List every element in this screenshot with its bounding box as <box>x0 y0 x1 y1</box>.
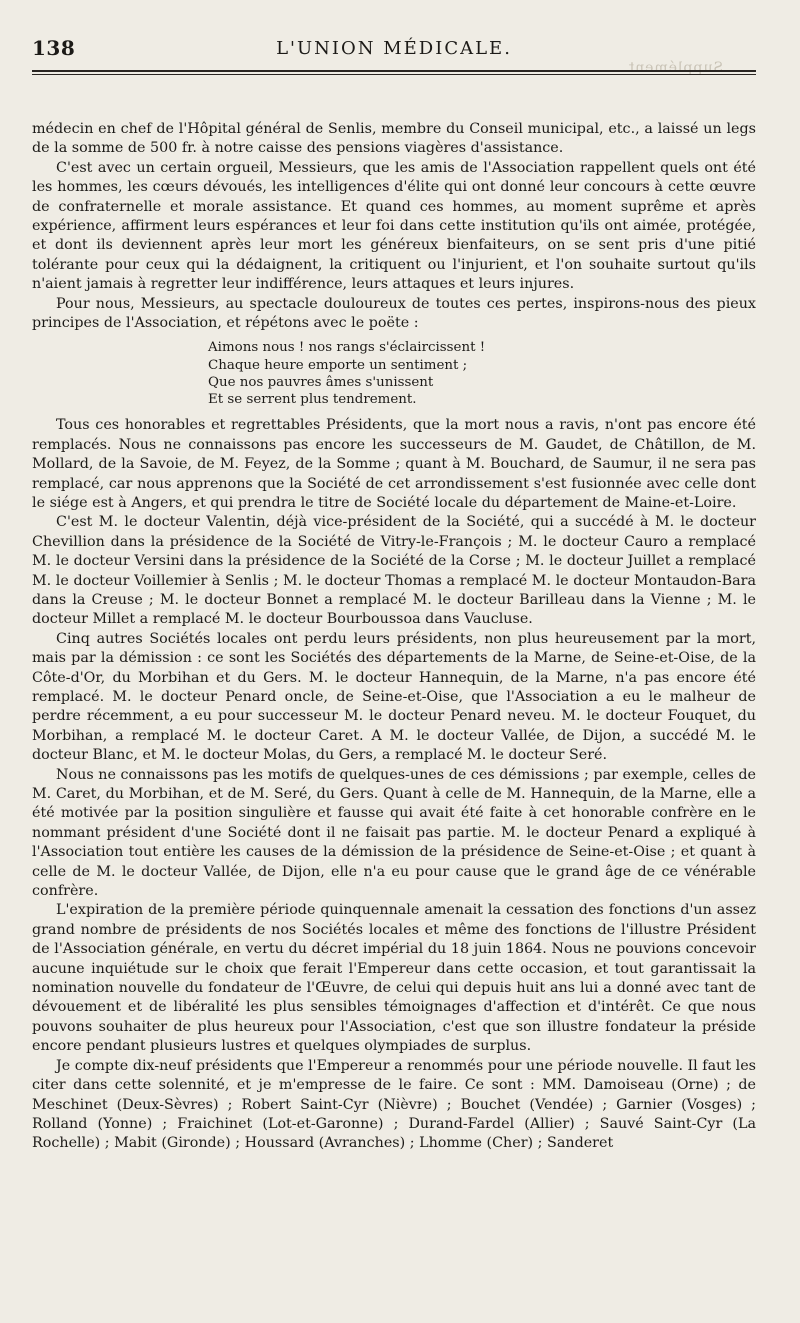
page-header <box>32 30 756 76</box>
verse-line: Aimons nous ! nos rangs s'éclaircissent ! <box>208 340 486 356</box>
paragraph: Je compte dix-neuf présidents que l'Empereur a renommés pour une période nouvelle. Il faut les citer dans cette solennité, et je m'empresse de le faire. Ce sont : MM. Damoiseau (Orne) ; de Meschinet (Deux-Sèvres) ; Robert Saint-Cyr (Nièvre) ; Bouchet (Vendée) ; Garnier (Vosges) ; Rolland (Yonne) ; Fraichinet (Lot-et-Garonne) ; Durand-Fardel (Allier) ; Sauvé Saint-Cyr (La Rochelle) ; Mabit (Gironde) ; Houssard (Avranches) ; Lhomme (Cher) ; Sanderet <box>32 1057 756 1152</box>
paragraph: Cinq autres Sociétés locales ont perdu leurs présidents, non plus heureusement par la mort, mais par la démission : ce sont les Sociétés des départements de la Marne, de Seine-et-Oise, de la Côte-d'Or, du Morbihan et du Gers. M. le docteur Hannequin, de la Marne, n'a pas encore été remplacé. M. le docteur Penard oncle, de Seine-et-Oise, que l'Association a eu le malheur de perdre récemment, a eu pour successeur M. le docteur Penard neveu. M. le docteur Fouquet, du Morbihan, a remplacé M. le docteur Caret. A M. le docteur Vallée, de Dijon, a succédé M. le docteur Blanc, et M. le docteur Molas, du Gers, a remplacé M. le docteur Seré. <box>32 630 756 764</box>
header-rule <box>32 70 756 72</box>
journal-title: L'UNION MÉDICALE. <box>276 38 512 59</box>
verse-quote <box>208 339 756 408</box>
paragraph: C'est avec un certain orgueil, Messieurs, que les amis de l'Association rappellent quels ont été les hommes, les cœurs dévoués, les intelligences d'élite qui ont donné leur concours à cette œuvre de confraternelle et morale assistance. Et quand ces hommes, au moment suprême et après expérience, affirment leurs espérances et leur foi dans cette institution qu'ils ont aimée, protégée, et dont ils deviennent après leur mort les généreux bienfaiteurs, on se sent pris d'une pitié tolérante pour ceux qui la dédaignent, la critiquent ou l'injurient, et l'on souhaite surtout qu'ils n'aient jamais à regretter leur indifférence, leurs attaques et leurs injures. <box>32 159 756 293</box>
paragraph: médecin en chef de l'Hôpital général de Senlis, membre du Conseil municipal, etc., a laissé un legs de la somme de 500 fr. à notre caisse des pensions viagères d'assistance. <box>32 121 756 157</box>
paragraph: Pour nous, Messieurs, au spectacle douloureux de toutes ces pertes, inspirons-nous des pieux principes de l'Association, et répétons avec le poëte : <box>32 295 756 332</box>
paragraph: C'est M. le docteur Valentin, déjà vice-président de la Société, qui a succédé à M. le docteur Chevillion dans la présidence de la Société de Vitry-le-François ; M. le docteur Cauro a remplacé M. le docteur Versini dans la présidence de la Société de la Corse ; M. le docteur Juillet a remplacé M. le docteur Voillemier à Senlis ; M. le docteur Thomas a remplacé M. le docteur Montaudon-Bara dans la Creuse ; M. le docteur Bonnet a remplacé M. le docteur Barilleau dans la Vienne ; M. le docteur Millet a remplacé M. le docteur Bourboussoa dans Vaucluse. <box>32 514 756 628</box>
paragraph: Tous ces honorables et regrettables Présidents, que la mort nous a ravis, n'ont pas encore été remplacés. Nous ne connaissons pas encore les successeurs de M. Gaudet, de Châtillon, de M. Mollard, de la Savoie, de M. Feyez, de la Somme ; quant à M. Bouchard, de Saumur, il ne sera pas remplacé, car nous apprenons que la Société de cet arrondissement s'est fusionnée avec celle dont le siége est à Angers, et qui prendra le titre de Société locale du département de Maine-et-Loire. <box>32 417 756 511</box>
article-body <box>32 120 756 1154</box>
paragraph: L'expiration de la première période quinquennale amenait la cessation des fonctions d'un assez grand nombre de présidents de nos Sociétés locales et même des fonctions de l'illustre Président de l'Association générale, en vertu du décret impérial du 18 juin 1864. Nous ne pouvions concevoir aucune inquiétude sur le choix que ferait l'Empereur dans cette occasion, et tout garantissait la nomination nouvelle du fondateur de l'Œuvre, de celui qui depuis huit ans lui a donné avec tant de dévouement et de libéralité les plus sensibles témoignages d'affection et d'intérêt. Ce que nous pouvons souhaiter de plus heureux pour l'Association, c'est que son illustre fondateur la préside encore pendant plusieurs lustres et quelques olympiades de surplus. <box>32 902 756 1055</box>
page-number: 138 <box>32 36 76 60</box>
verse-line: Et se serrent plus tendrement. <box>208 392 417 408</box>
paragraph: Nous ne connaissons pas les motifs de quelques-unes de ces démissions ; par exemple, celles de M. Caret, du Morbihan, et de M. Seré, du Gers. Quant à celle de M. Hannequin, de la Marne, elle a été motivée par la position singulière et fausse qui avait été faite à cet honorable confrère en le nommant président d'une Société dont il ne faisait pas partie. M. le docteur Penard a expliqué à l'Association tout entière les causes de la démission de la présidence de Seine-et-Oise ; et quant à celle de M. le docteur Vallée, de Dijon, elle n'a eu pour cause que le grand âge de ce vénérable confrère. <box>32 766 756 900</box>
verse-line: Chaque heure emporte un sentiment ; <box>208 357 468 373</box>
header-rule-thin <box>32 74 756 75</box>
bleed-through-text: Supplément. <box>622 60 723 76</box>
verse-line: Que nos pauvres âmes s'unissent <box>208 374 434 390</box>
